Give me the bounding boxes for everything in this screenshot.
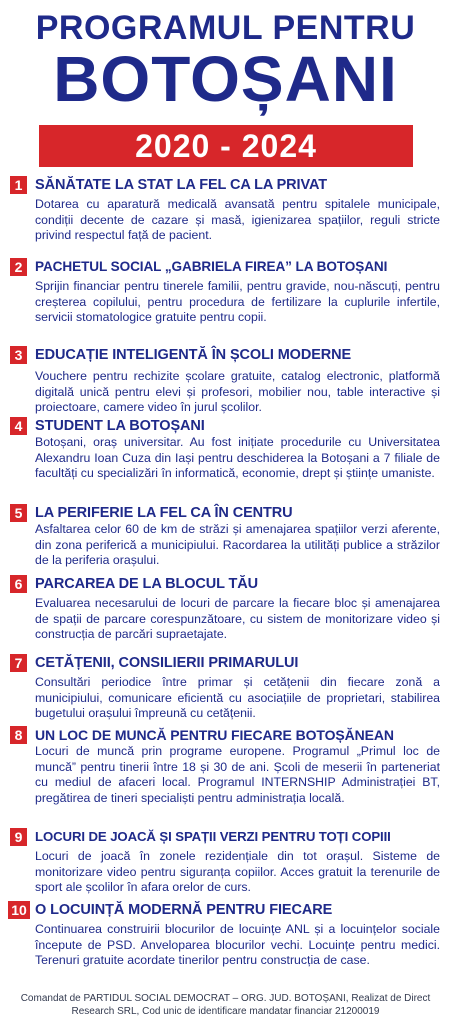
- item-title: PACHETUL SOCIAL „GABRIELA FIREA” LA BOTOȘANI: [35, 259, 388, 274]
- title-line-2: BOTOȘANI: [53, 43, 398, 115]
- item-number-badge: 10: [8, 901, 30, 919]
- item-number-badge: 7: [10, 654, 27, 672]
- item-title: UN LOC DE MUNCĂ PENTRU FIECARE BOTOȘĂNEAN: [35, 727, 394, 743]
- item-title: CETĂȚENII, CONSILIERII PRIMARULUI: [35, 655, 299, 671]
- legal-footer: Comandat de PARTIDUL SOCIAL DEMOCRAT – ORG. JUD. BOTOȘANI, Realizat de Direct Research SRL, Cod unic de identificare mandatar financiar 21200019: [20, 993, 431, 1017]
- item-number-badge: 3: [10, 346, 27, 364]
- title-line-1: PROGRAMUL PENTRU: [35, 9, 416, 47]
- item-text: Botoșani, oraș universitar. Au fost inițiate procedurile cu Universitatea Alexandru Ioan Cuza din Iași pentru deschiderea la Botoșani a 7 filiale de facultăți cu specializări în informatică, economie, drept și științe umaniste.: [35, 435, 440, 481]
- item-text: Locuri de joacă în zonele rezidențiale din tot orașul. Sisteme de monitorizare video pentru siguranța copiilor. Acces gratuit la terenurile de sport ale școlilor în afara orelor de curs.: [35, 849, 440, 895]
- item-title: LA PERIFERIE LA FEL CA ÎN CENTRU: [35, 505, 293, 521]
- years-banner: 2020 - 2024: [39, 125, 413, 167]
- item-title: EDUCAȚIE INTELIGENTĂ ÎN ȘCOLI MODERNE: [35, 347, 352, 363]
- item-title: O LOCUINȚĂ MODERNĂ PENTRU FIECARE: [35, 902, 333, 918]
- item-text: Evaluarea necesarului de locuri de parcare la fiecare bloc și amenajarea de spații de parcare corespunzătoare, cu sistem de monitorizare video și construcția de parcări supraetajate.: [35, 596, 440, 642]
- item-text: Consultări periodice între primar și cetățenii din fiecare zonă a municipiului, comunicare eficientă cu asociațiile de proprietari, stabilirea bugetului orașului împreună cu cetățenii.: [35, 675, 440, 721]
- item-number-badge: 1: [10, 176, 27, 194]
- item-number-badge: 5: [10, 504, 27, 522]
- item-title: LOCURI DE JOACĂ ȘI SPAȚII VERZI PENTRU TOȚI COPIII: [35, 829, 391, 844]
- item-title: SĂNĂTATE LA STAT LA FEL CA LA PRIVAT: [35, 177, 328, 193]
- item-text: Continuarea construirii blocurilor de locuințe ANL și a locuințelor sociale începute de PSD. Anveloparea blocurilor vechi. Locuințe pentru medici. Terenuri gratuite acordate tinerilor pentru construcția de case.: [35, 922, 440, 968]
- item-title: STUDENT LA BOTOȘANI: [35, 418, 205, 434]
- item-number-badge: 2: [10, 258, 27, 276]
- item-title: PARCAREA DE LA BLOCUL TĂU: [35, 576, 259, 592]
- item-number-badge: 6: [10, 575, 27, 593]
- item-number-badge: 8: [10, 726, 27, 744]
- item-text: Dotarea cu aparatură medicală avansată pentru spitalele municipale, condiții decente de cazare și masă, igienizarea spațiilor, reguli stricte privind respectul față de pacient.: [35, 197, 440, 243]
- item-text: Vouchere pentru rechizite școlare gratuite, catalog electronic, platformă digitală unică pentru elevi și profesori, mobilier nou, table interactive și proiectoare, camere video în jurul școlilor.: [35, 369, 440, 415]
- item-text: Sprijin financiar pentru tinerele familii, pentru gravide, nou-născuți, pentru creșterea copilului, pentru procedura de fertilizare la cuplurile infertile, servicii stomatologice gratuite pentru copii.: [35, 279, 440, 325]
- item-text: Asfaltarea celor 60 de km de străzi și amenajarea spațiilor verzi aferente, din zona periferică a municipiului. Racordarea la utilități publice a străzilor de la periferia orașului.: [35, 522, 440, 568]
- item-number-badge: 9: [10, 828, 27, 846]
- item-text: Locuri de muncă prin programe europene. Programul „Primul loc de muncă” pentru tinerii între 18 și 30 de ani. Școli de meserii în parteneriat cu mediul de afaceri local. Programul INTERNSHIP Administrației BT, pregătirea de tineri specialiști pentru administrația locală.: [35, 744, 440, 805]
- item-number-badge: 4: [10, 417, 27, 435]
